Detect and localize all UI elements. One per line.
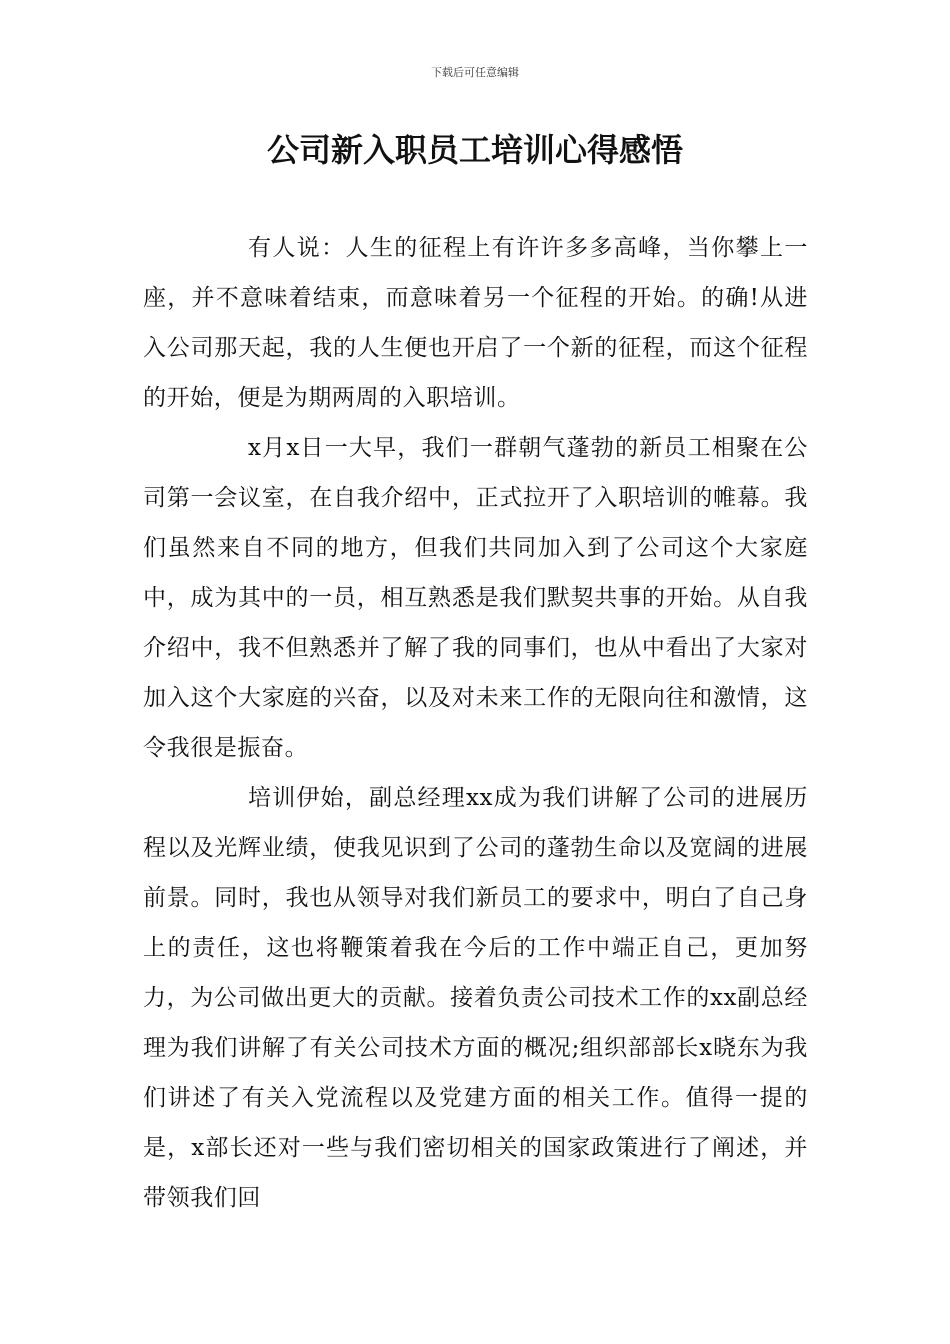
paragraph-3: 培训伊始，副总经理xx成为我们讲解了公司的进展历程以及光辉业绩，使我见识到了公司的蓬勃生命以及宽阔的进展前景。同时，我也从领导对我们新员工的要求中，明白了自己身上的责任，这也将鞭策着我在今后的工作中端正自己，更加努力，为公司做出更大的贡献。接着负责公司技术工作的xx副总经理为我们讲解了有关公司技术方面的概况;组织部部长x晓东为我们讲述了有关入党流程以及党建方面的相关工作。值得一提的是，x部长还对一些与我们密切相关的国家政策进行了阐述，并带领我们回 <box>143 785 808 1211</box>
document-body <box>143 223 808 1223</box>
paragraph-2: x月x日一大早，我们一群朝气蓬勃的新员工相聚在公司第一会议室，在自我介绍中，正式拉开了入职培训的帷幕。我们虽然来自不同的地方，但我们共同加入到了公司这个大家庭中，成为其中的一员，相互熟悉是我们默契共事的开始。从自我介绍中，我不但熟悉并了解了我的同事们，也从中看出了大家对加入这个大家庭的兴奋，以及对未来工作的无限向往和激情，这令我很是振奋。 <box>143 435 808 761</box>
document-title: 公司新入职员工培训心得感悟 <box>266 131 683 169</box>
paragraph-1: 有人说：人生的征程上有许许多多高峰，当你攀上一座，并不意味着结束，而意味着另一个征程的开始。的确!从进入公司那天起，我的人生便也开启了一个新的征程，而这个征程的开始，便是为期两周的入职培训。 <box>143 235 808 411</box>
header-note: 下载后可任意编辑 <box>431 66 519 79</box>
